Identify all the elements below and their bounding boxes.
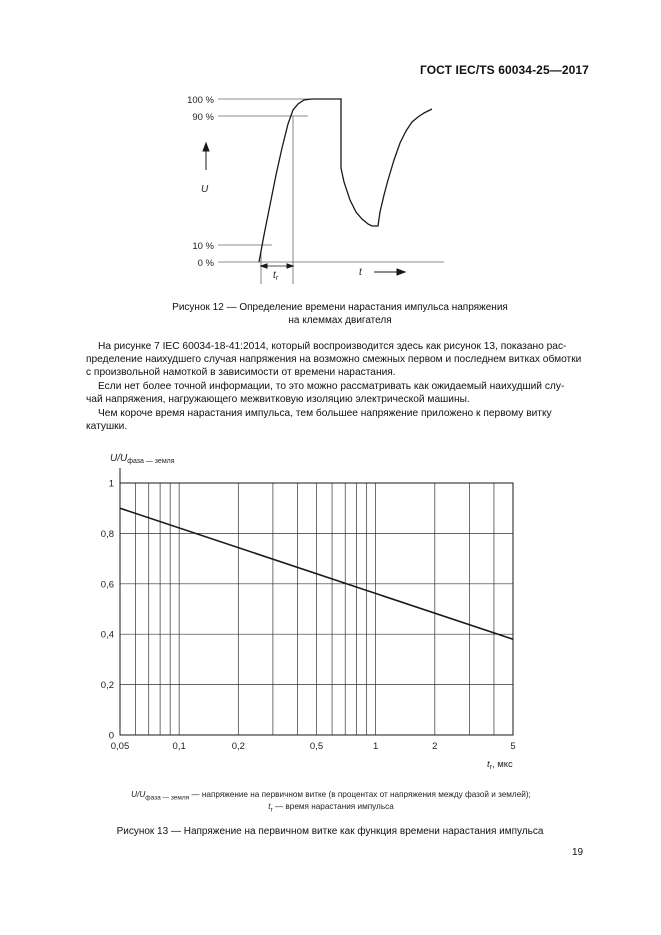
y-tick-label: 0,2 <box>100 680 114 692</box>
y-tick-label: 0,8 <box>100 528 114 540</box>
text-line: с произвольной намоткой в зависимости от времени нарастания. <box>86 367 396 378</box>
y-tick-label: 0 <box>108 730 114 742</box>
x-tick-label: 0,2 <box>231 741 245 752</box>
figure-13-caption: Рисунок 13 — Напряжение на первичном витке как функция времени нарастания импульса <box>116 826 544 837</box>
text-line: На рисунке 7 IEC 60034-18-41:2014, который воспроизводится здесь как рисунок 13, показано рас- <box>98 341 567 352</box>
x-tick-label: 0,05 <box>110 741 130 752</box>
figure-12 <box>0 0 661 290</box>
legend-line-rise-time: $t_r$ — время нарастания импульса <box>268 801 394 814</box>
y-tick-label: 0,6 <box>100 579 114 591</box>
label-0-percent: 0 % <box>197 258 214 269</box>
u-axis-label: U <box>201 184 209 195</box>
figure-13-legend <box>96 790 566 813</box>
tr-arrow-right <box>287 264 293 268</box>
x-tick-label: 2 <box>432 741 438 752</box>
x-axis-label: $t_r$, мкс <box>487 759 513 771</box>
x-tick-label: 5 <box>510 741 516 752</box>
voltage-pulse-curve <box>259 99 432 262</box>
document-header: ГОСТ IEC/TS 60034-25—2017 <box>420 63 589 77</box>
figure-12-caption <box>120 301 560 327</box>
tr-label: $t_r$ <box>273 270 279 282</box>
text-line: Если нет более точной информации, то это можно рассматривать как ожидаемый наихудший слу- <box>98 381 565 392</box>
text-line: пределение наихудшего случая напряжения на возможно смежных первом и последнем витках обмотки <box>86 354 582 365</box>
page-number: 19 <box>572 847 584 858</box>
x-tick-label: 0,1 <box>172 741 186 752</box>
text-line: Чем короче время нарастания импульса, тем большее напряжение приложено к первому витку <box>98 408 552 419</box>
label-90-percent: 90 % <box>192 112 214 123</box>
paragraph-2 <box>86 380 583 406</box>
label-100-percent: 100 % <box>187 95 214 106</box>
text-line: катушки. <box>86 421 128 432</box>
caption-line: на клеммах двигателя <box>288 315 392 326</box>
paragraph-1 <box>86 340 583 379</box>
x-tick-label: 0,5 <box>309 741 324 752</box>
paragraph-3 <box>86 407 583 433</box>
label-10-percent: 10 % <box>192 241 214 252</box>
y-axis-label: $U/U_{фаза — земля}$ <box>110 453 175 465</box>
x-tick-label: 1 <box>373 741 379 752</box>
t-axis-arrow-head <box>397 269 405 275</box>
t-axis-label: t <box>359 267 362 278</box>
legend-line-voltage: $U/U_{фаза — земля}$ — напряжение на первичном витке (в процентах от напряжения между фазой и землей); <box>131 790 531 802</box>
figure-13-chart <box>0 440 661 785</box>
tr-arrow-left <box>261 264 267 268</box>
text-line: чай напряжения, нагружающего межвитковую изоляцию электрической машины. <box>86 394 470 405</box>
u-axis-arrow-head <box>203 143 209 151</box>
caption-line: Рисунок 12 — Определение времени нарастания импульса напряжения <box>172 302 508 313</box>
y-tick-label: 1 <box>108 478 114 490</box>
y-tick-label: 0,4 <box>100 629 114 641</box>
